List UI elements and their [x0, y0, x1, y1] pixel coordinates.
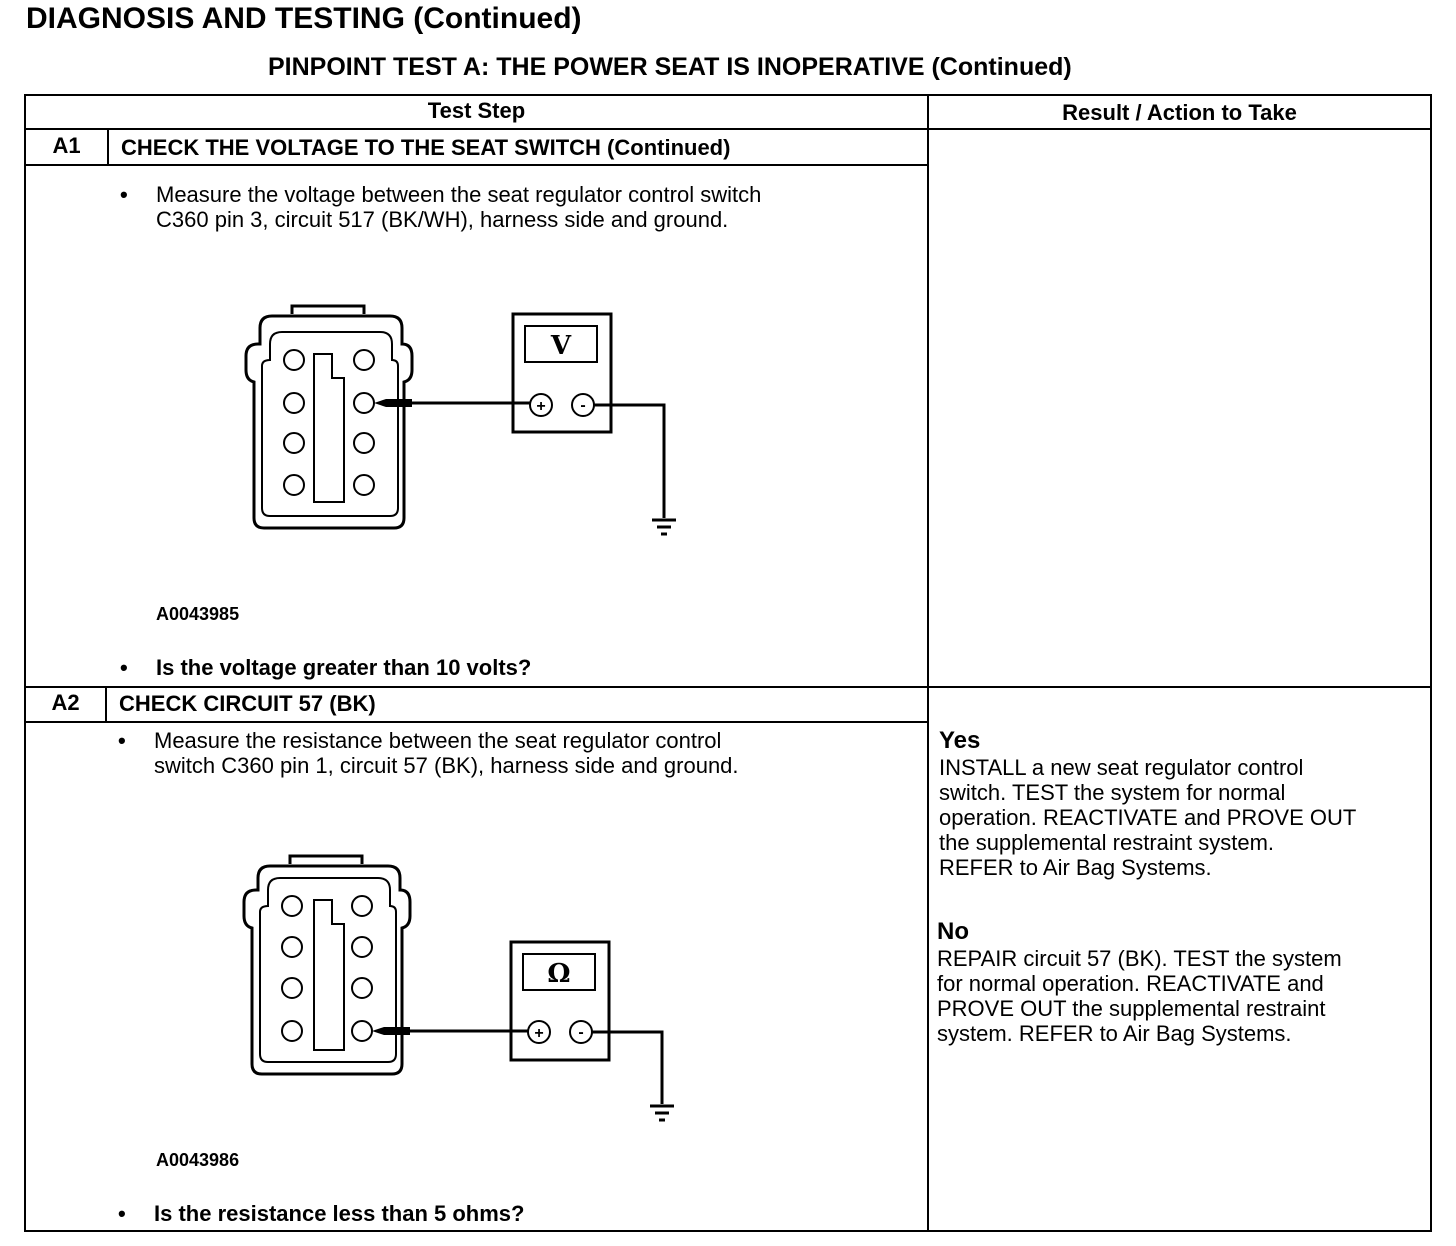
- figure-id-a2: A0043986: [156, 1150, 240, 1170]
- table-border-left: [24, 94, 26, 1232]
- ground-lead: [592, 1032, 662, 1104]
- result-no-line: for normal operation. REACTIVATE and: [937, 971, 1324, 996]
- result-no-line: REPAIR circuit 57 (BK). TEST the system: [937, 946, 1342, 971]
- result-no-line: PROVE OUT the supplemental restraint: [937, 996, 1326, 1021]
- bullet-icon: •: [118, 728, 126, 753]
- question-text: Is the resistance less than 5 ohms?: [154, 1201, 525, 1226]
- result-yes-line: INSTALL a new seat regulator control: [939, 755, 1304, 780]
- meter-symbol-ohm: Ω: [547, 959, 571, 989]
- question-a1: [120, 655, 910, 681]
- instruction-a2: [118, 728, 908, 780]
- figure-a1-diagram: [236, 300, 696, 545]
- voltmeter: [513, 314, 611, 432]
- connector-c360: [246, 306, 412, 528]
- result-no-label: No: [937, 918, 969, 945]
- test-step-header: Test Step: [427, 98, 526, 123]
- instruction-line: Measure the voltage between the seat regulator control switch: [156, 182, 762, 207]
- test-probe-lead: [374, 399, 530, 407]
- table-border-top: [26, 94, 1432, 96]
- instruction-line: switch C360 pin 1, circuit 57 (BK), harness side and ground.: [154, 753, 739, 778]
- result-yes-line: REFER to Air Bag Systems.: [939, 855, 1212, 880]
- ground-lead: [594, 405, 664, 518]
- step-divider: [26, 686, 1432, 688]
- result-yes-label: Yes: [939, 727, 981, 754]
- pinpoint-test-title: PINPOINT TEST A: THE POWER SEAT IS INOPERATIVE (Continued): [268, 53, 1072, 81]
- ground-symbol-icon: [650, 1106, 674, 1120]
- instruction-a1: [120, 182, 910, 234]
- plus-label: +: [536, 398, 546, 415]
- table-border-right: [1430, 94, 1432, 1232]
- minus-label: -: [578, 1024, 584, 1041]
- column-divider: [927, 94, 929, 1232]
- a2-id-divider: [105, 686, 107, 722]
- ground-symbol-icon: [652, 520, 676, 534]
- step-title-a1: CHECK THE VOLTAGE TO THE SEAT SWITCH (Continued): [121, 135, 731, 160]
- step-id-a2: A2: [51, 690, 80, 715]
- figure-a2-diagram: [234, 850, 694, 1120]
- result-no: [937, 918, 1425, 1046]
- connector-c360: [244, 856, 410, 1074]
- bullet-icon: •: [118, 1201, 126, 1226]
- minus-label: -: [580, 397, 586, 414]
- question-a2: [118, 1201, 908, 1227]
- instruction-line: Measure the resistance between the seat regulator control: [154, 728, 722, 753]
- instruction-line: C360 pin 3, circuit 517 (BK/WH), harness side and ground.: [156, 207, 729, 232]
- question-text: Is the voltage greater than 10 volts?: [156, 655, 532, 680]
- ohmmeter: [511, 942, 609, 1060]
- bullet-icon: •: [120, 655, 128, 680]
- result-yes-line: switch. TEST the system for normal: [939, 780, 1286, 805]
- result-yes-line: operation. REACTIVATE and PROVE OUT: [939, 805, 1357, 830]
- a1-title-divider: [26, 164, 928, 166]
- step-id-a1: A1: [52, 133, 81, 158]
- plus-label: +: [534, 1025, 544, 1042]
- header-row-divider: [26, 128, 1432, 130]
- meter-symbol-v: V: [550, 331, 572, 361]
- result-yes-line: the supplemental restraint system.: [939, 830, 1275, 855]
- step-title-a2: CHECK CIRCUIT 57 (BK): [119, 691, 376, 716]
- section-title: DIAGNOSIS AND TESTING (Continued): [26, 2, 582, 35]
- result-action-header: Result / Action to Take: [1062, 100, 1297, 125]
- a2-title-divider: [26, 721, 928, 723]
- table-border-bottom: [24, 1230, 1432, 1232]
- result-no-line: system. REFER to Air Bag Systems.: [937, 1021, 1292, 1046]
- a1-id-divider: [107, 128, 109, 165]
- figure-id-a1: A0043985: [156, 604, 240, 624]
- result-yes: [939, 727, 1427, 880]
- test-probe-lead: [372, 1027, 528, 1035]
- bullet-icon: •: [120, 182, 128, 207]
